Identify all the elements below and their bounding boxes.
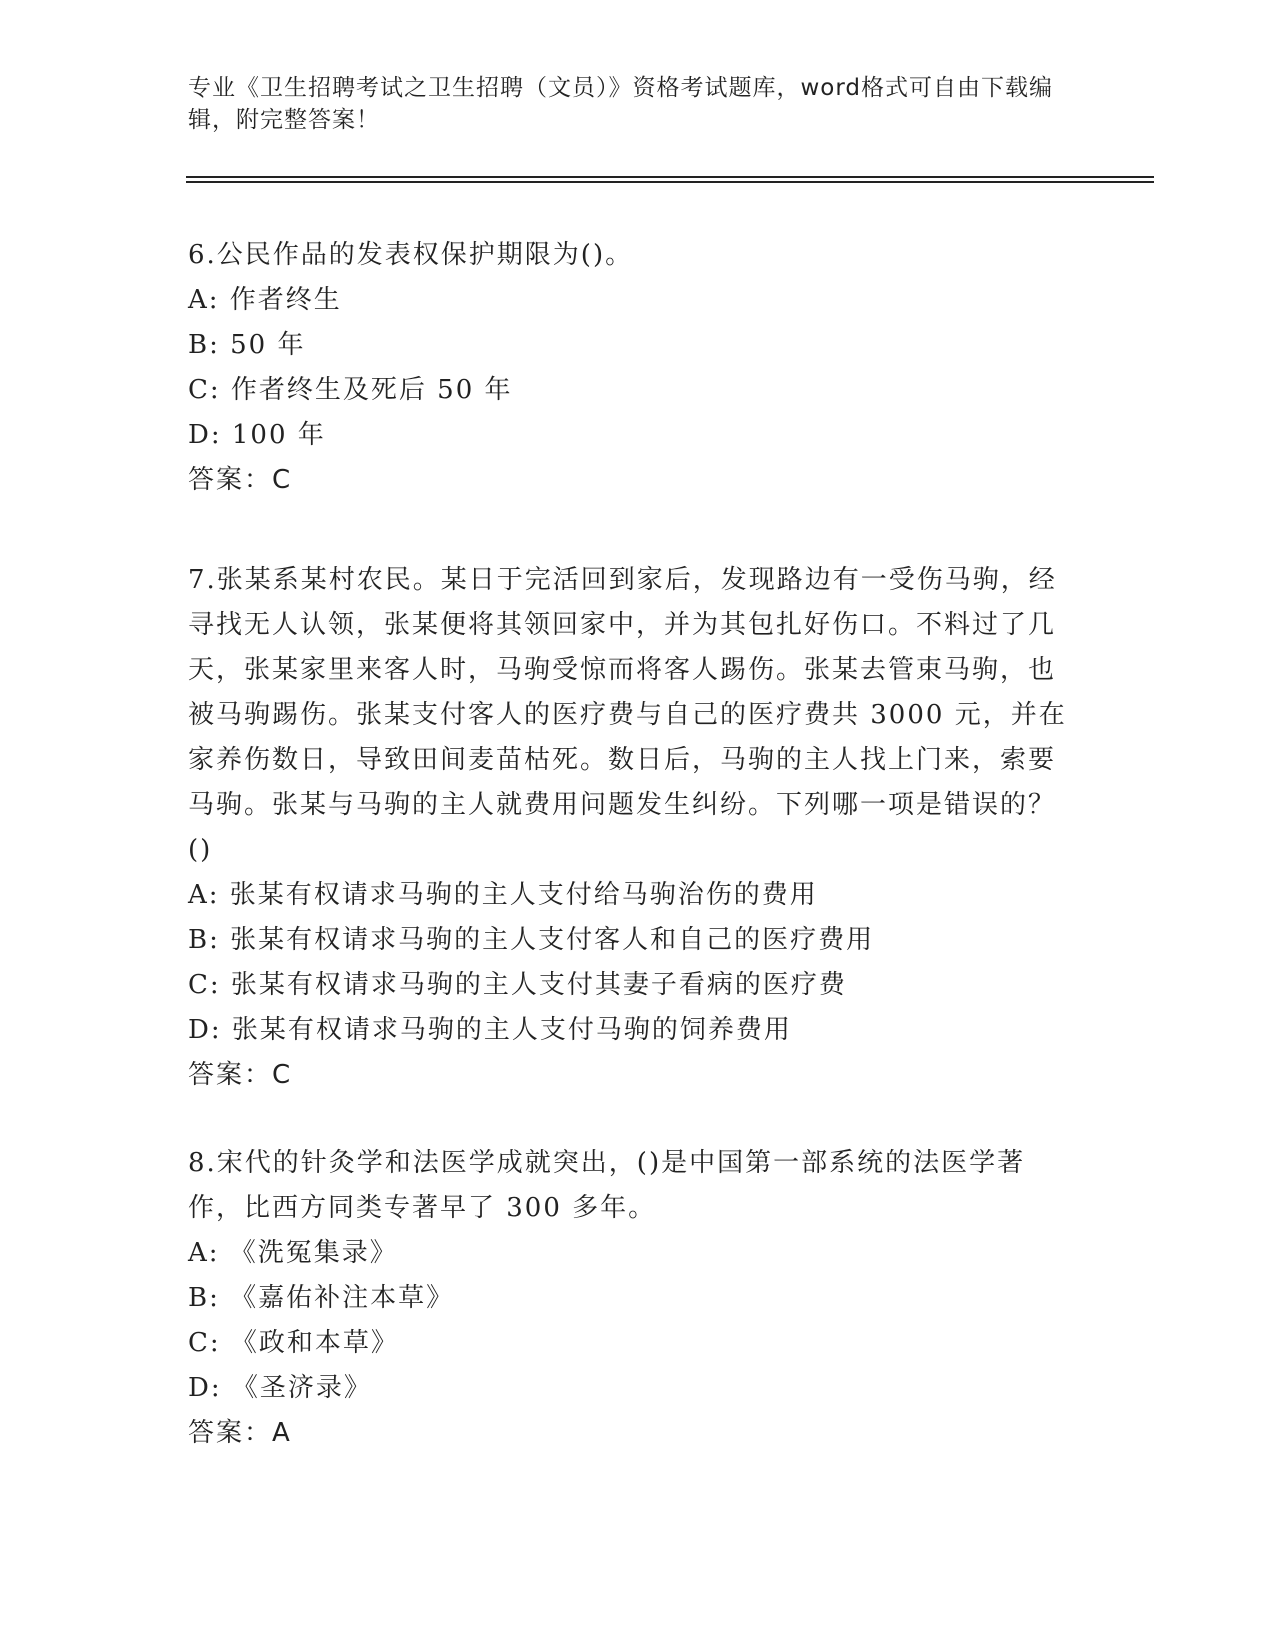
option-a: A: 张某有权请求马驹的主人支付给马驹治伤的费用	[188, 880, 818, 910]
option-b: B: 50 年	[188, 330, 306, 360]
option-b: B: 《嘉佑补注本草》	[188, 1283, 455, 1313]
question-6	[188, 233, 1068, 503]
option-a: A: 《洗冤集录》	[188, 1238, 398, 1268]
question-stem: 7.张某系某村农民。某日于完活回到家后，发现路边有一受伤马驹，经寻找无人认领，张某便将其领回家中，并为其包扎好伤口。不料过了几天，张某家里来客人时，马驹受惊而将客人踢伤。张某去管束马驹，也被马驹踢伤。张某支付客人的医疗费与自己的医疗费共 3000 元，并在家养伤数日，导致田间麦苗枯死。数日后，马驹的主人找上门来，索要马驹。张某与马驹的主人就费用问题发生纠纷。下列哪一项是错误的？()	[188, 565, 1067, 865]
question-8	[188, 1141, 1068, 1456]
option-b: B: 张某有权请求马驹的主人支付客人和自己的医疗费用	[188, 925, 875, 955]
answer: 答案：C	[188, 1060, 293, 1090]
option-c: C: 作者终生及死后 50 年	[188, 375, 513, 405]
option-d: D: 100 年	[188, 420, 326, 450]
document-header: 专业《卫生招聘考试之卫生招聘（文员）》资格考试题库，word格式可自由下载编辑，附完整答案！	[188, 75, 1054, 133]
option-a: A: 作者终生	[188, 285, 342, 315]
answer: 答案：C	[188, 465, 293, 495]
option-d: D: 张某有权请求马驹的主人支付马驹的饲养费用	[188, 1015, 792, 1045]
option-c: C: 张某有权请求马驹的主人支付其妻子看病的医疗费	[188, 970, 847, 1000]
header-divider-bottom	[186, 181, 1154, 183]
option-d: D: 《圣济录》	[188, 1373, 372, 1403]
header-divider-top	[186, 176, 1154, 178]
option-c: C: 《政和本草》	[188, 1328, 399, 1358]
question-stem: 8.宋代的针灸学和法医学成就突出，()是中国第一部系统的法医学著作，比西方同类专著早了 300 多年。	[188, 1148, 1026, 1223]
question-7	[188, 558, 1068, 1098]
answer: 答案：A	[188, 1418, 292, 1448]
question-stem: 6.公民作品的发表权保护期限为()。	[188, 240, 634, 270]
